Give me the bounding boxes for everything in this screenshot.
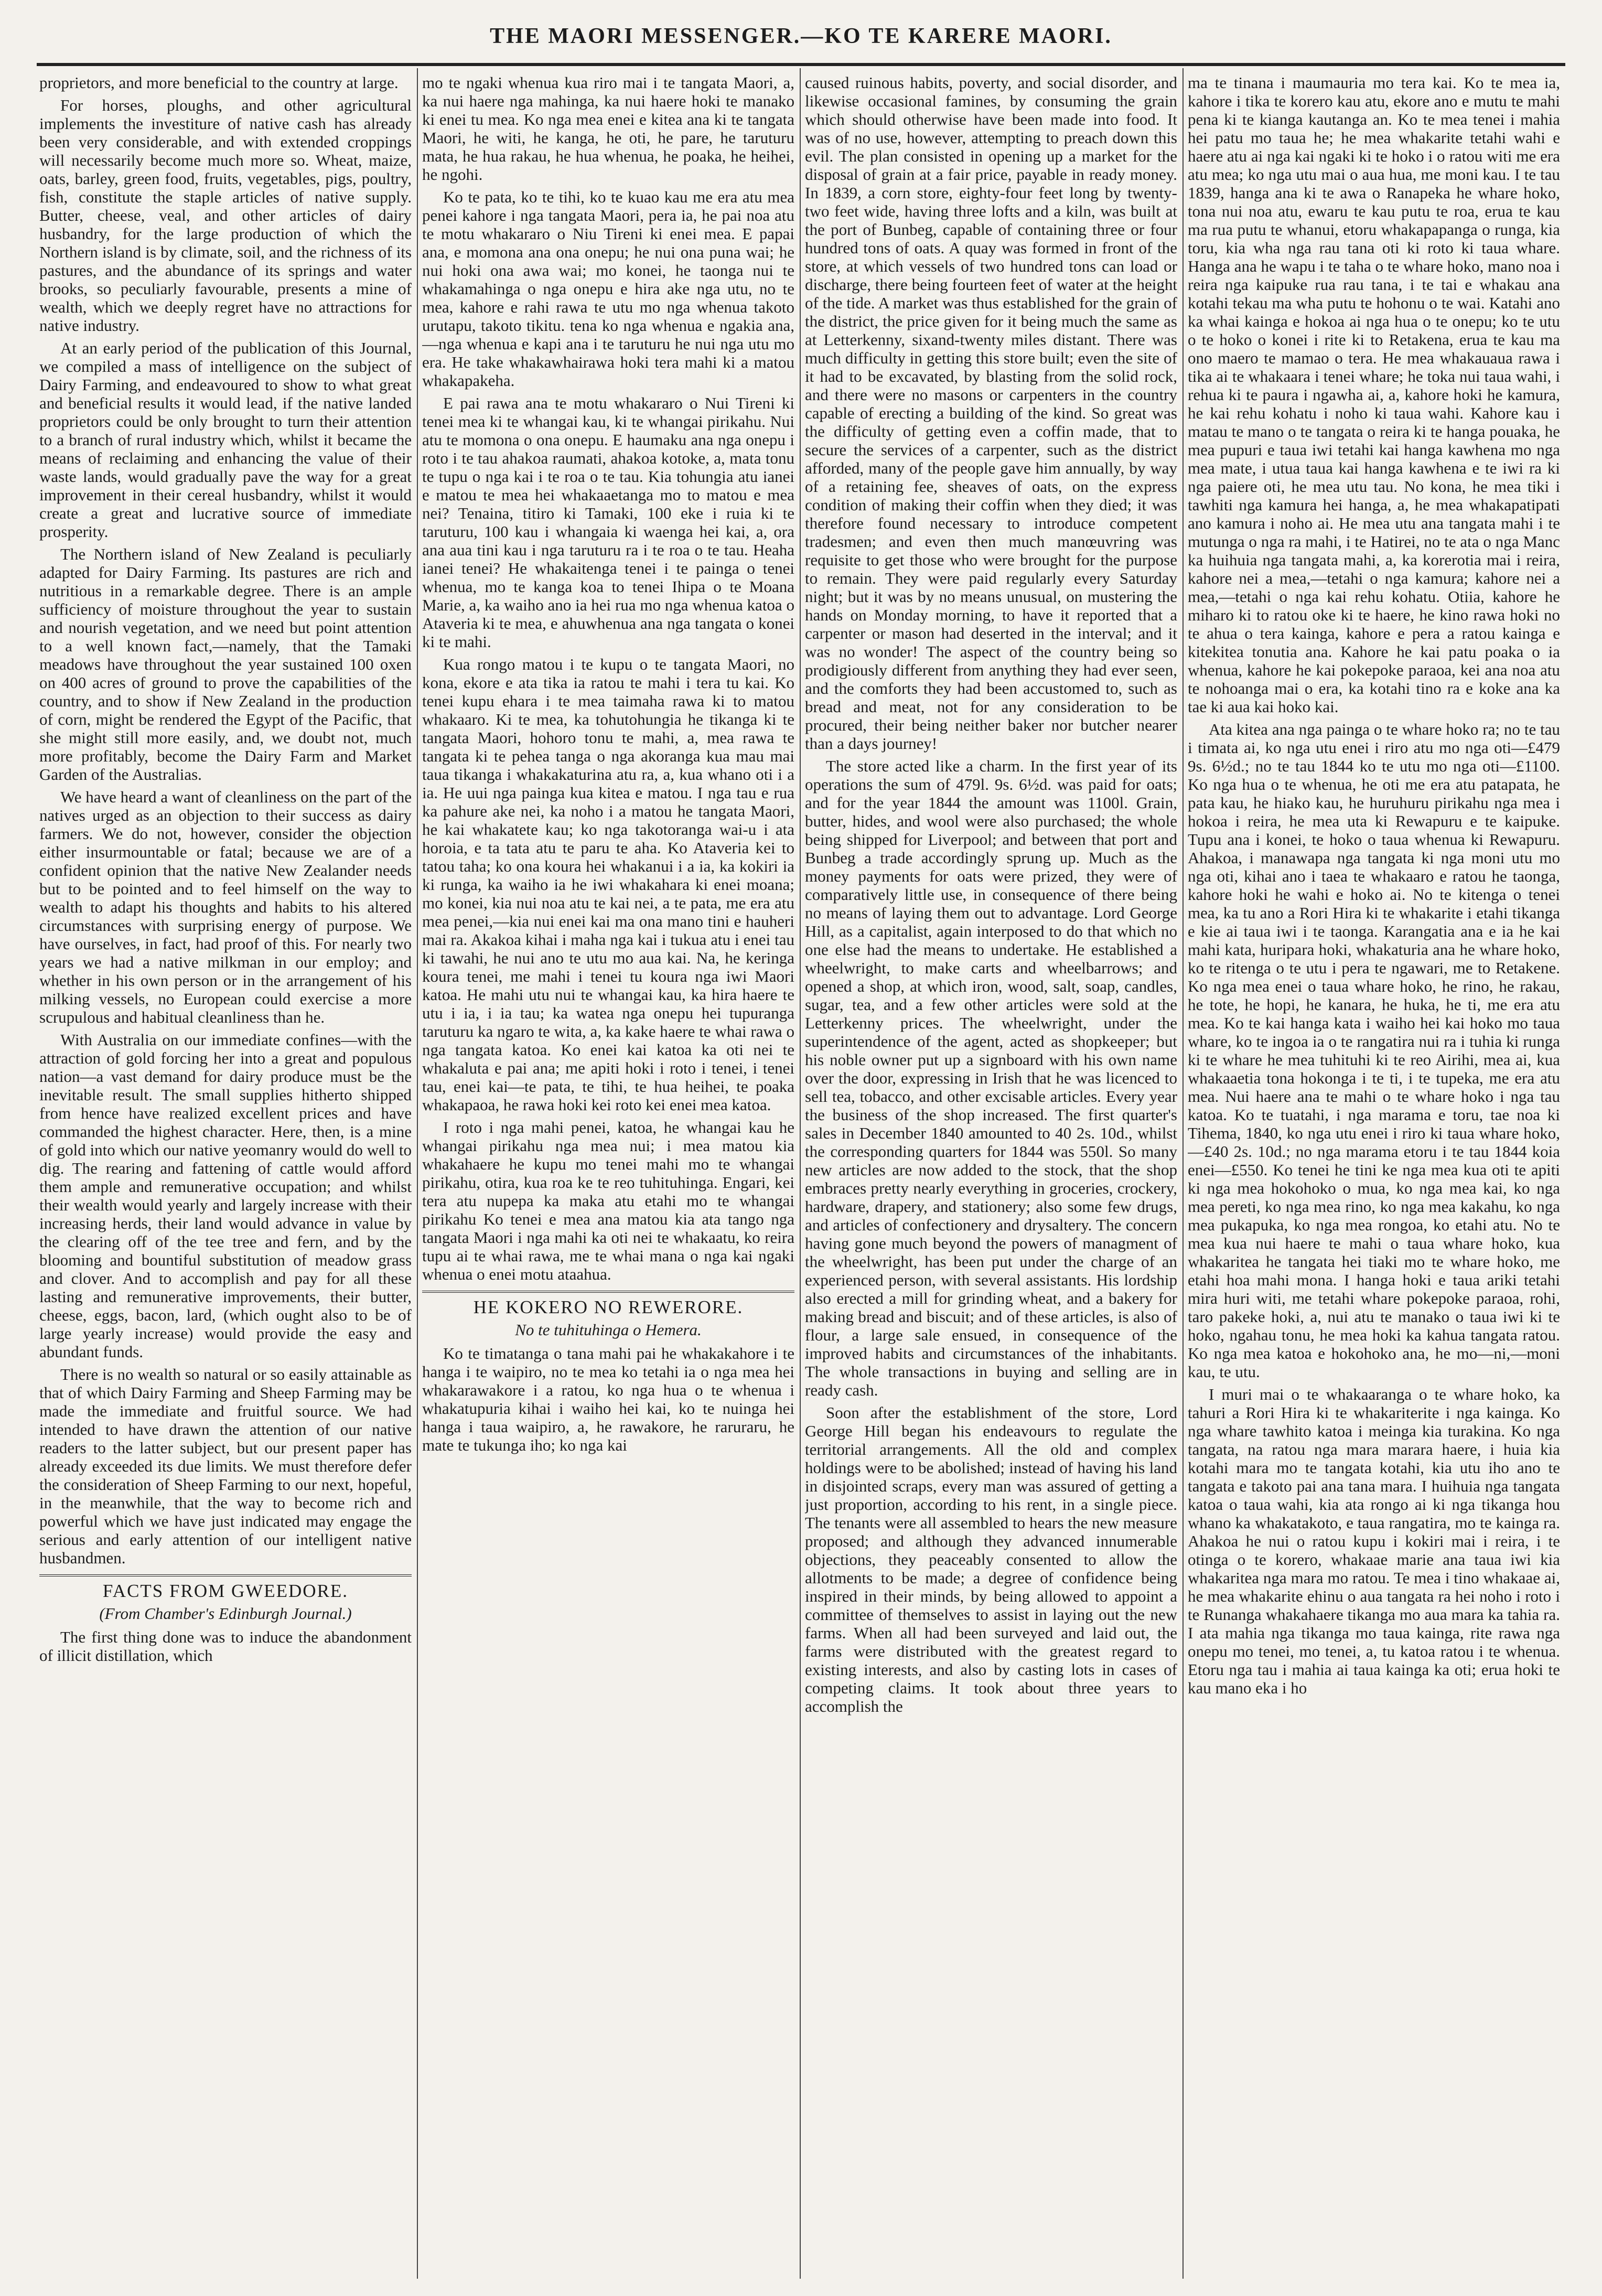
section-divider bbox=[422, 1291, 794, 1293]
column-3 bbox=[805, 73, 1177, 2276]
article-heading: HE KOKERO NO REWERORE. bbox=[473, 1297, 744, 1317]
paragraph: ma te tinana i maumauria mo tera kai. Ko te mea ia, kahore i tika te korero kau atu, ekore ano e mutu te mahi pena ki te kianga kautanga an. Ko te mea tenei i mahia hei patu mo taua he; he mea whakarite tetahi wahi e haere atu ai nga kai ngaki ki te hoko i o ratou witi me era atu mea; ko nga utu mai o aua hua, me moni kau. I te tau 1839, hanga ana ki te awa o Ranapeka he whare hoko, tona nui noa atu, ewaru te kau putu te roa, erua te kau ma rua putu te whanui, etoru whakapapanga o runga, kia toru, kia wha nga rau tana oti ki roto ki taua whare. Hanga ana he wapu i te taha o te whare hoko, mano noa i reira nga kaipuke rua rau tana, i te tai e whakau ana kotahi tekau ma wha putu te hohonu o te wai. Katahi ano ka whai kainga e hokoa ai nga hua o te onepu; ko te utu o te hoko o konei i rite ki to Retakena, erua te kau ma ono maero te mamao o tera. He mea whakauaua rawa i tika ai te whakaara i tenei whare; he toka nui taua wahi, i rehua ki te paura i ngawha ai, a, kahore hoki he kamura, he kai rehu kohatu i noho ki taua wahi. Kahore kau i matau te mano o te tangata o reira ki te hanga pouaka, he mea pupuri e taua iwi tetahi kai hanga kawhena mo nga mea mate, i utua taua kai hanga kawhena e te iwi ra ki nga paiere oti, he mea utu tau. No kona, he mea tiki i tawhiti nga kamura hei hanga, a, he mea whakapatipati ano kamura i noho ai. He mea utu ana tangata mahi i te mutunga o nga ra mahi, i te Hatirei, no te ata o nga Manc ka huihuia nga tangata mahi, a, ka korerotia mai i reira, kahore nei a mea,—tetahi o nga kamura; kahore nei a mea,—tetahi o nga kai rehu kohatu. Otiia, kahore he miharo ki to ratou oke ki te haere, he kino rawa hoki no te ahua o tera kainga, kahore e pera a ratou kainga e kitekitea tonutia ana. Kahore he kai patu poaka o ia whenua, kahore he kai pokepoke paraoa, kei ana noa atu te nohoanga mai o era, ka kotahi tino ra e koke ana ka tae ki aua kai hoko kai. bbox=[1188, 73, 1560, 716]
paragraph: I roto i nga mahi penei, katoa, he whangai kau he whangai pirikahu nga mea nui; i mea matou kia whakahaere he kupu mo tenei mahi mo te whangai pirikahu, otira, kua roa ke te reo tuhituhinga. Engari, kei tera atu nupepa ka maka atu etahi mo te whangai pirikahu Ko tenei e mea ana matou kia ata tango nga tangata Maori i nga mahi ka oti nei te whakaatu, ko reira tupu ai te whai rawa, me te whai mana o nga kai ngaki whenua o enei motu ataahua. bbox=[422, 1118, 794, 1283]
column-4 bbox=[1188, 73, 1560, 2276]
paragraph: At an early period of the publication of this Journal, we compiled a mass of intelligence on the subject of Dairy Farming, and endeavoured to show to what great and beneficial results it would lead, if the native landed proprietors could be only brought to turn their attention to a branch of rural industry which, whilst it became the means of reclaiming and enhancing the value of their waste lands, would gradually pave the way for a great improvement in their cereal husbandry, whilst it would create a great and lucrative source of immediate prosperity. bbox=[39, 339, 412, 541]
column-1 bbox=[39, 73, 412, 2276]
paragraph: proprietors, and more beneficial to the country at large. bbox=[39, 73, 399, 92]
column-divider bbox=[1182, 68, 1184, 2279]
paragraph: For horses, ploughs, and other agricultural implements the investiture of native cash has already been very considerable, and with extended croppings will necessarily become much more so. Wheat, maize, oats, barley, green food, fruits, vegetables, pigs, poultry, fish, constitute the staple articles of native supply. Butter, cheese, veal, and other articles of dairy husbandry, for the large production of which the Northern island is by climate, soil, and the richness of its pastures, and the abundance of its springs and water brooks, so peculiarly favourable, presents a mine of wealth, which we deeply regret have no attractions for native industry. bbox=[39, 96, 412, 335]
paragraph: Ko te pata, ko te tihi, ko te kuao kau me era atu mea penei kahore i nga tangata Maori, pera ia, he pai noa atu te motu whakararo o Niu Tireni ki enei mea. E papai ana, e momona ana ona onepu; he nui ona puna wai; he nui hoki ona awa wai; mo konei, he taonga nui te whakamahinga o nga onepu e hira ake nga utu, no te mea, kahore e rahi rawa te utu mo nga whenua takoto urutapu, takoto tikitu. tena ko nga whenua e ngakia ana,—nga whenua e kapi ana i te taruturu he nui nga utu mo era. He take whakawhairawa hoki tera mahi ki a matou whakapakeha. bbox=[422, 188, 794, 390]
masthead: THE MAORI MESSENGER.—KO TE KARERE MAORI. bbox=[490, 24, 1112, 48]
column-divider bbox=[800, 68, 801, 2279]
paragraph: I muri mai o te whakaaranga o te whare hoko, ka tahuri a Rori Hira ki te whakariterite i nga kainga. Ko nga whare tawhito katoa i meinga kia turakina. Ko nga tangata, na ratou nga mara marara haere, i huia kia kotahi mara mo te tangata kotahi, kia utu iho ano te tangata e takoto pai ana tana mara. I huihuia nga tangata katoa o taua wahi, kia ata rongo ai ki nga tikanga hou whano ka whakatakoto, e taua rangatira, mo te kainga ra. Ahakoa he nui o ratou kupu i kokiri mai i reira, i te otinga o te korero, whakaae marie ana taua iwi kia whakaritea nga mara mo ratou. Te mea i tino whakaae ai, he mea whakarite ehinu o aua tangata ra hei noho i roto i te Runanga whakahaere tikanga mo aua mara ka tahia ra. I ata mahia nga tikanga mo taua kainga, rite rawa nga onepu mo tenei, mo tenei, a, tu katoa ratou i te whenua. Etoru nga tau i mahia ai taua kainga ka oti; erua hoki te kau mano eka i ho bbox=[1188, 1385, 1560, 1697]
paragraph: Soon after the establishment of the store, Lord George Hill began his endeavours to regulate the territorial arrangements. All the old and complex holdings were to be abolished; instead of having his land in disjointed scraps, every man was assured of getting a just proportion, according to his rent, in a single piece. The tenants were all assembled to hears the new measure proposed; and although they advanced innumerable objections, they peaceably consented to allow the allotments to be made; a degree of confidence being inspired in their minds, by being allowed to appoint a committee of themselves to assist in laying out the new farms. When all had been surveyed and laid out, the farms were distributed with the greatest regard to existing interests, and also by casting lots in cases of competing claims. It took about three years to accomplish the bbox=[805, 1403, 1177, 1715]
paragraph: caused ruinous habits, poverty, and social disorder, and likewise occasional famines, by consuming the grain which should otherwise have been made into food. It was of no use, however, attempting to preach down this evil. The plan consisted in opening up a market for the disposal of grain at a fair price, payable in ready money. In 1839, a corn store, eighty-four feet long by twenty-two feet wide, having three lofts and a kiln, was built at the port of Bunbeg, capable of containing three or four hundred tons of oats. A quay was formed in front of the store, at which vessels of two hundred tons can load or discharge, there being fourteen feet of water at the height of the tide. A market was thus established for the grain of the district, the price given for it being much the same as at Letterkenny, sixand-twenty miles distant. There was much difficulty in getting this store built; even the site of it had to be excavated, by blasting from the solid rock, and there were no masons or carpenters in the country capable of erecting a building of the kind. So great was the difficulty of getting even a coffin made, that to secure the services of a carpenter, such as the district afforded, many of the people gave him annually, by way of a retaining fee, sheaves of oats, on the express condition of making their coffin when they died; it was therefore found necessary to introduce competent tradesmen; and even then much manœuvring was requisite to get those who were brought for the purpose to remain. They were paid regularly every Saturday night; but it was by no means unusual, on mustering the hands on Monday morning, to have it reported that a carpenter or mason had deserted in the interval; and it was no wonder! The aspect of the country being so prodigiously different from anything they had ever seen, and the comforts they had been accustomed to, such as bread and meat, not for any consideration to be procured, their being neither baker nor butcher nearer than a days journey! bbox=[805, 73, 1177, 753]
column-2 bbox=[422, 73, 794, 2276]
paragraph: Ko te timatanga o tana mahi pai he whakakahore i te hanga i te waipiro, no te mea ko tetahi ia o nga mea hei whakarawakore i a ratou, ko nga hua o te whenua i whakatupuria kihai i waiho hei kai, ko te nuinga hei hanga i taua waipiro, a, he rawakore, he raruraru, he mate te tukunga iho; ko nga kai bbox=[422, 1344, 794, 1454]
article-heading: FACTS FROM GWEEDORE. bbox=[102, 1581, 349, 1601]
article-source: (From Chamber's Edinburgh Journal.) bbox=[99, 1604, 352, 1623]
column-divider bbox=[417, 68, 418, 2279]
article-source: No te tuhituhinga o Hemera. bbox=[515, 1321, 702, 1339]
paragraph: With Australia on our immediate confines—with the attraction of gold forcing her into a great and populous nation—a vast demand for dairy produce must be the inevitable result. The small supplies hitherto shipped from hence have realized excellent prices and have commanded the highest character. Here, then, is a mine of gold into which our native yeomanry would do well to dig. The rearing and fattening of cattle would afford them ample and remunerative occupation; and whilst their wealth would yearly and largely increase with their increasing herds, their land would advance in value by the clearing off of the tee tree and fern, and by the blooming and bountiful substitution of meadow grass and clover. And to accomplish and pay for all these lasting and remunerative improvements, their butter, cheese, eggs, bacon, lard, (which ought also to be of large yearly increase) would provide the easy and abundant funds. bbox=[39, 1031, 412, 1361]
paragraph: E pai rawa ana te motu whakararo o Nui Tireni ki tenei mea ki te whangai kau, ki te whangai pirikahu. Nui atu te momona o ona onepu. E haumaku ana nga onepu i roto i te tau ahakoa raumati, ahakoa kotoke, a, mata tonu te tupu o nga kai i te roa o te tau. Kia tohungia atu ianei e matou te mea hei whakaaetanga mo to matou e mea nei? Tenaina, titiro ki Tamaki, 100 eke i ruia ki te taruturu, 100 kau i whangaia ki waenga hei kai, a, ora ana aua tini kau i nga taruturu ra i te roa o te tau. Heaha ianei tenei? He whakaitenga tenei i te painga o tenei whenua, mo te kanga koa to tenei Ihipa o te Moana Marie, a, ka waiho ano ia hei rua mo nga whenua katoa o Ataveria ki te mea, e ahuwhenua ana nga tangata o konei ki te mahi. bbox=[422, 394, 794, 651]
masthead-rule bbox=[37, 63, 1565, 66]
paragraph: mo te ngaki whenua kua riro mai i te tangata Maori, a, ka nui haere nga mahinga, ka nui haere hoki te manako ki enei tu mea. Ko nga mea enei e kitea ana ki te tangata Maori, he witi, he kanga, he oti, he pare, he taruturu mata, he hua rakau, he hua whenua, he poaka, he heihei, he ngohi. bbox=[422, 73, 794, 184]
paragraph: Kua rongo matou i te kupu o te tangata Maori, no kona, ekore e ata tika ia ratou te mahi i tera tu kai. Ko tenei kupu ehara i te mea taimaha rawa ki to matou whakaaro. Ki te mea, ka tohutohungia he tikanga ki te tangata Maori, hohoro tonu te mahi, a, mea rawa te tangata ki te pehea tanga o nga akoranga kua mau mai taua tikanga i whakakaturina atu ra, a, kua whano oti i a ia. He uui nga painga kua kitea e matou. I nga tau e rua ka pahure ake nei, ka noho i a matou he tangata Maori, he kai whakatete kau; ko nga takotoranga wai-u i ata horoia, e ta tata atu te paru te aha. Ko Ataveria kei to tatou taha; ko ona koura hei whakanui i a ia, ka kokiri ia ki runga, ka waiho ia he iwi whakahara ki enei moana; mo konei, kia nui noa atu te kai nei, a te pata, me era atu mea penei,—kia nui enei kai ma ona mano tini e hauheri mai ra. Akakoa kihai i maha nga kai i tukua atu i enei tau ki tawahi, he nui ano te utu mo aua kai. Na, he keringa koura tenei, me mahi i tenei tu koura nga iwi Maori katoa. He mahi utu nui te whangai kau, ka hira haere te utu i ia, i ia tau; ka watea nga onepu hei tupuranga taruturu ka ngaro te wita, a, ka kake haere te whai rawa o nga tangata katoa. Ko enei kai katoa ka oti nei te whakaluta e pai ana; me apiti hoki i roto i tenei, i tenei tau, enei kai—te pata, te tihi, te hua heihei, te poaka whakapaoa, he rawa hoki kei roto kei enei mea katoa. bbox=[422, 655, 794, 1114]
paragraph: The store acted like a charm. In the first year of its operations the sum of 479l. 9s. 6½d. was paid for oats; and for the year 1844 the amount was 1100l. Grain, butter, hides, and wool were also purchased; the whole being shipped for Liverpool; and between that port and Bunbeg a trade accordingly sprung up. Much as the money payments for oats were prized, they were of comparatively little use, in consequence of there being no means of laying them out to advantage. Lord George Hill, as a capitalist, again interposed to do that which no one else had the means to undertake. He established a wheelwright, to make carts and wheelbarrows; and opened a shop, at which iron, wood, salt, soap, candles, sugar, tea, and a few other articles were sold at the Letterkenny prices. The wheelwright, under the superintendence of the agent, acted as shopkeeper; but his noble owner put up a signboard with his own name over the door, expressing in Irish that he was licenced to sell tea, tobacco, and other excisable articles. Every year the business of the shop increased. The first quarter's sales in December 1840 amounted to 40 2s. 10d., whilst the corresponding quarters for 1844 was 550l. So many new articles are now added to the stock, that the shop embraces pretty nearly everything in groceries, crockery, hardware, drapery, and stationery; also some few drugs, and articles of confectionery and drysaltery. The concern having gone much beyond the powers of managment of the wheelwright, has been put under the charge of an experienced person, with several assistants. His lordship also erected a mill for grinding wheat, and a bakery for making bread and biscuit; and of these articles, is also of flour, a large sale ensued, in consequence of the improved habits and circumstances of the inhabitants. The whole transactions in buying and selling are in ready cash. bbox=[805, 757, 1177, 1399]
paragraph: The first thing done was to induce the abandonment of illicit distillation, which bbox=[39, 1628, 412, 1665]
section-divider bbox=[39, 1574, 412, 1576]
paragraph: The Northern island of New Zealand is peculiarly adapted for Dairy Farming. Its pastures are rich and nutritious in a remarkable degree. There is an ample sufficiency of moisture throughout the year to sustain and nourish vegetation, and we need but point attention to a well known fact,—namely, that the Tamaki meadows have throughout the year sustained 100 oxen on 400 acres of ground to prove the capabilities of the country, and to show if New Zealand in the production of corn, might be rendered the Egypt of the Pacific, that she might still more easily, and, we doubt not, much more profitably, become the Dairy Farm and Market Garden of the Australias. bbox=[39, 545, 412, 784]
paragraph: We have heard a want of cleanliness on the part of the natives urged as an objection to their success as dairy farmers. We do not, however, consider the objection either insurmountable or fatal; because we are of a confident opinion that the native New Zealander needs but to be pointed and to feel himself on the way to wealth to adapt his thoughts and habits to his altered circumstances with surprising energy of purpose. We have ourselves, in fact, had proof of this. For nearly two years we had a native milkman in our employ; and whether in his own person or in the arrangement of his milking vessels, no European could exercise a more scrupulous and habitual cleanliness than he. bbox=[39, 788, 412, 1026]
paragraph: There is no wealth so natural or so easily attainable as that of which Dairy Farming and Sheep Farming may be made the immediate and fruitful source. We had intended to have drawn the attention of our native readers to the latter subject, but our present paper has already exceeded its due limits. We must therefore defer the consideration of Sheep Farming to our next, hopeful, in the meanwhile, that the way to become rich and powerful which we have just indicated may engage the serious and early attention of our intelligent native husbandmen. bbox=[39, 1365, 412, 1567]
paragraph: Ata kitea ana nga painga o te whare hoko ra; no te tau i timata ai, ko nga utu enei i riro atu mo nga oti—£479 9s. 6½d.; no te tau 1844 ko te utu mo nga oti—£1100. Ko nga hua o te whenua, he oti me era atu patapata, he pata kau, he hiako kau, he huruhuru pirikahu nga mea i hokoa i reira, he mea uta ki Rewapuru e te kaipuke. Tupu ana i konei, te hoko o taua whenua ki Rewapuru. Ahakoa, i manawapa nga tangata ki nga moni utu mo nga oti, kihai ano i taea te whakaaro e ratou he taonga, kahore hoki he wahi e hoko ai. No te kitenga o tenei mea, ka tu ano a Rori Hira ki te whakarite i etahi tikanga e kie ai taua iwi i te taonga. Karangatia ana e ia he kai mahi kata, huripara hoki, whakaturia ana he whare hoko, ko te ritenga o te utu i pera te ngawari, me to Retakene. Ko nga mea enei o taua whare hoko, he rino, he rakau, he tote, he hopi, he kanara, he huka, he ti, me era atu mea. Ko te kai hanga kata i waiho hei kai hoko mo taua whare, ko te ingoa ia o te rangatira nui ra i tuhia ki runga ki te whare he mea tuhituhi ki te reo Airihi, mea ai, kua whakaaetia tona hokonga i te ti, i te tupeka, me era atu mea. Nui haere ana te mahi o te whare hoko i nga tau katoa. Ko te tuatahi, i nga marama e toru, tae noa ki Tihema, 1840, ko nga utu enei i riro ki taua whare hoko,—£40 2s. 10d.; no nga marama etoru i te tau 1844 koia enei—£550. Ko tenei he tini ke nga mea kua oti te apiti ki nga mea hokohoko o mua, ko nga mea kai, ko nga mea pereti, ko nga mea rino, ko nga mea kakahu, ko nga mea pukapuka, ko nga mea rongoa, ko etahi atu. No te mea kua nui haere te mahi o taua whare hoko, kua whakaritea he tangata hei tiaki mo te whare hoko, me etahi hoa mahi mona. I hanga hoki e taua ariki tetahi mira huri witi, me tetahi whare pokepoke paraoa, rohi, taro pakeke hoki, a, nui atu te manako o taua iwi ki te hoko, ngahau tonu, he mea hoki ka kahua tangata ratou. Ko nga mea katoa e hokohoko ana, he mo—ni,—moni kau, te utu. bbox=[1188, 720, 1560, 1381]
